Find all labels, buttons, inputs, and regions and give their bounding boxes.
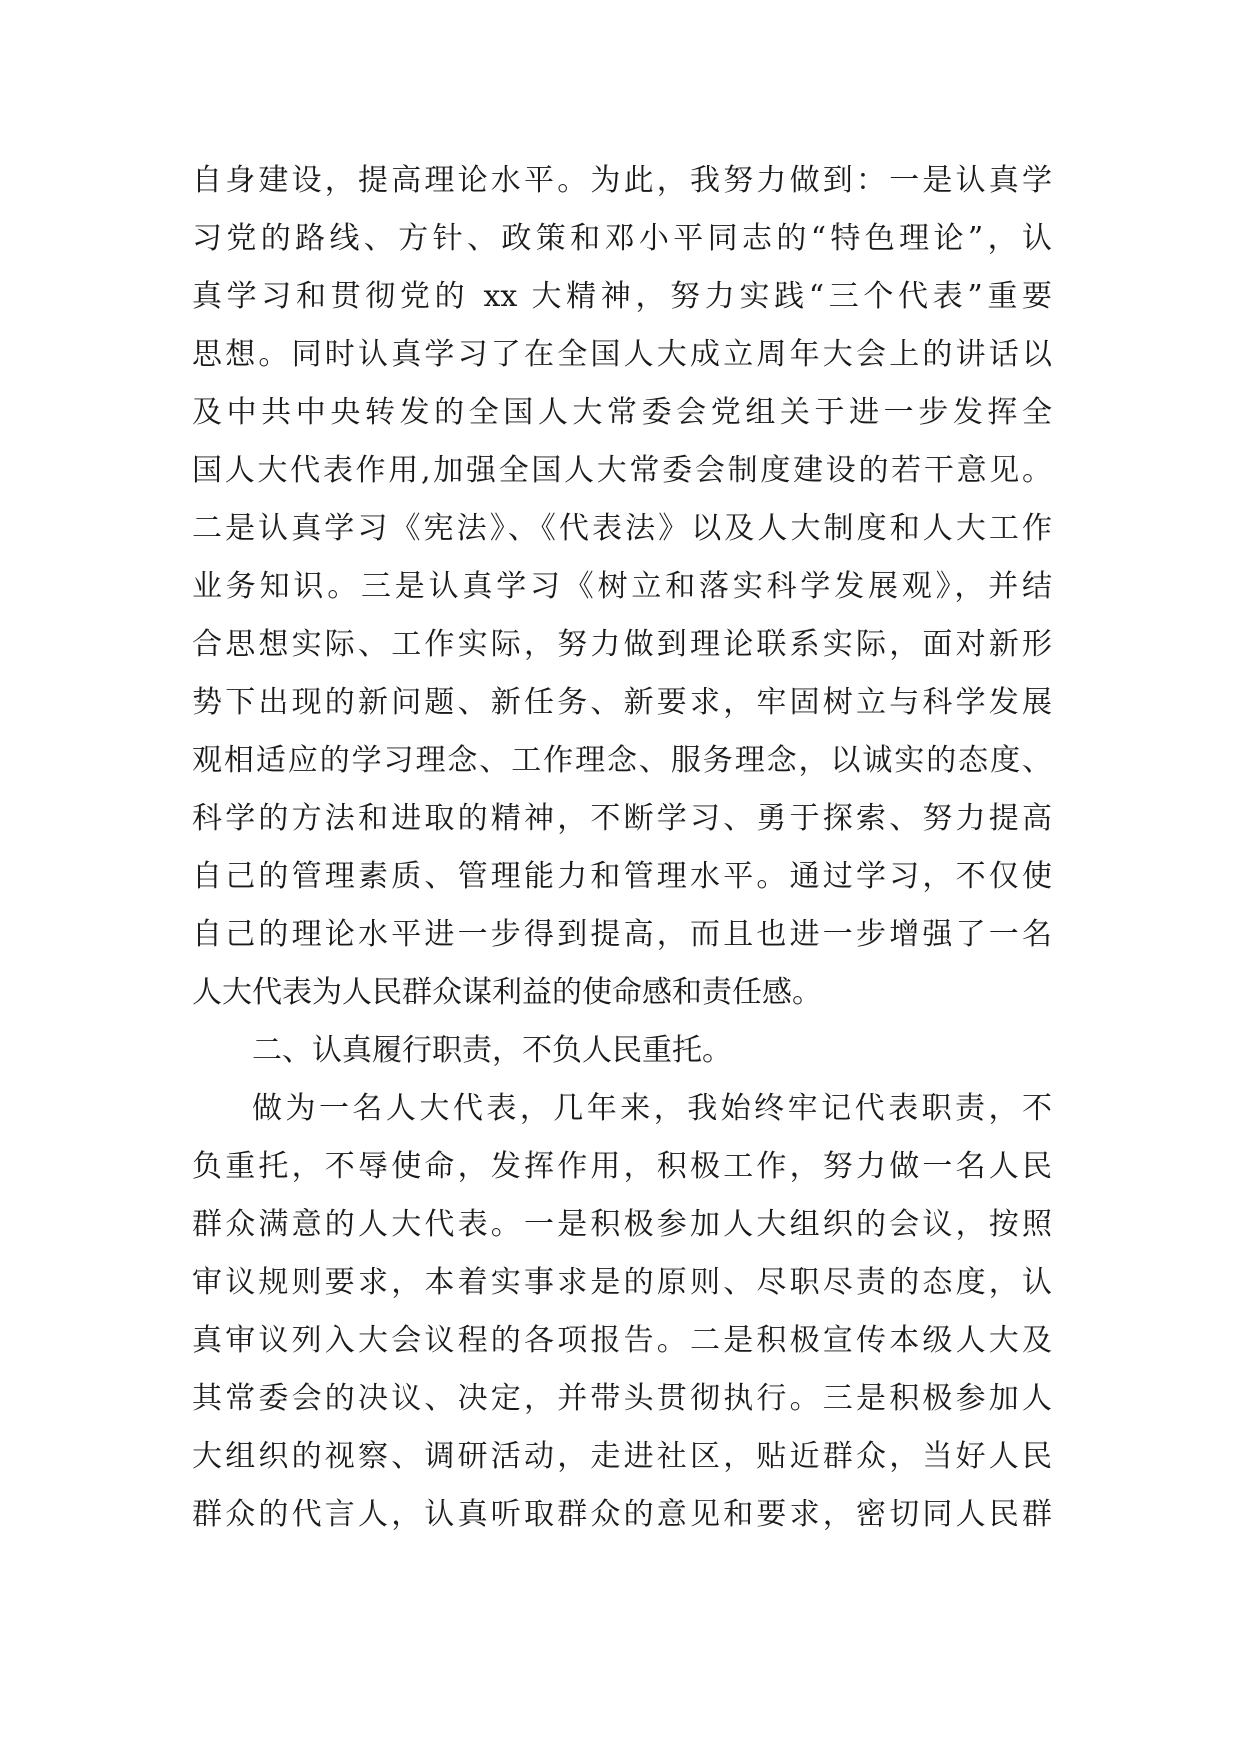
text-line: 合思想实际、工作实际，努力做到理论联系实际，面对新形	[192, 627, 1052, 662]
text-line: 审议规则要求，本着实事求是的原则、尽职尽责的态度，认	[192, 1265, 1052, 1300]
text-line: 人大代表为人民群众谋利益的使命感和责任感。	[192, 975, 822, 1010]
text-line: 思想。同时认真学习了在全国人大成立周年大会上的讲话以	[192, 337, 1052, 372]
text-line: 二是认真学习《宪法》、《代表法》以及人大制度和人大工作	[192, 511, 1052, 546]
text-line: 真学习和贯彻党的 xx 大精神，努力实践“三个代表”重要	[192, 279, 1052, 314]
text-line: 做为一名人大代表，几年来，我始终牢记代表职责，不	[252, 1091, 1052, 1126]
text-line: 业务知识。三是认真学习《树立和落实科学发展观》，并结	[192, 569, 1052, 604]
section-heading: 二、认真履行职责，不负人民重托。	[252, 1033, 732, 1068]
text-line: 及中共中央转发的全国人大常委会党组关于进一步发挥全	[192, 395, 1052, 430]
text-line: 其常委会的决议、决定，并带头贯彻执行。三是积极参加人	[192, 1381, 1052, 1416]
text-line: 负重托，不辱使命，发挥作用，积极工作，努力做一名人民	[192, 1149, 1052, 1184]
text-line: 群众满意的人大代表。一是积极参加人大组织的会议，按照	[192, 1207, 1052, 1242]
text-line: 国人大代表作用,加强全国人大常委会制度建设的若干意见。	[192, 453, 1052, 488]
text-line: 自己的理论水平进一步得到提高，而且也进一步增强了一名	[192, 917, 1052, 952]
text-line: 群众的代言人，认真听取群众的意见和要求，密切同人民群	[192, 1497, 1052, 1532]
text-line: 自身建设，提高理论水平。为此，我努力做到：一是认真学	[192, 163, 1052, 198]
text-line: 观相适应的学习理念、工作理念、服务理念，以诚实的态度、	[192, 743, 1052, 778]
text-line: 习党的路线、方针、政策和邓小平同志的“特色理论”，认	[192, 221, 1052, 256]
body-text	[192, 152, 1052, 1544]
text-line: 大组织的视察、调研活动，走进社区，贴近群众，当好人民	[192, 1439, 1052, 1474]
text-line: 自己的管理素质、管理能力和管理水平。通过学习，不仅使	[192, 859, 1052, 894]
text-line: 真审议列入大会议程的各项报告。二是积极宣传本级人大及	[192, 1323, 1052, 1358]
text-line: 科学的方法和进取的精神，不断学习、勇于探索、努力提高	[192, 801, 1052, 836]
text-line: 势下出现的新问题、新任务、新要求，牢固树立与科学发展	[192, 685, 1052, 720]
